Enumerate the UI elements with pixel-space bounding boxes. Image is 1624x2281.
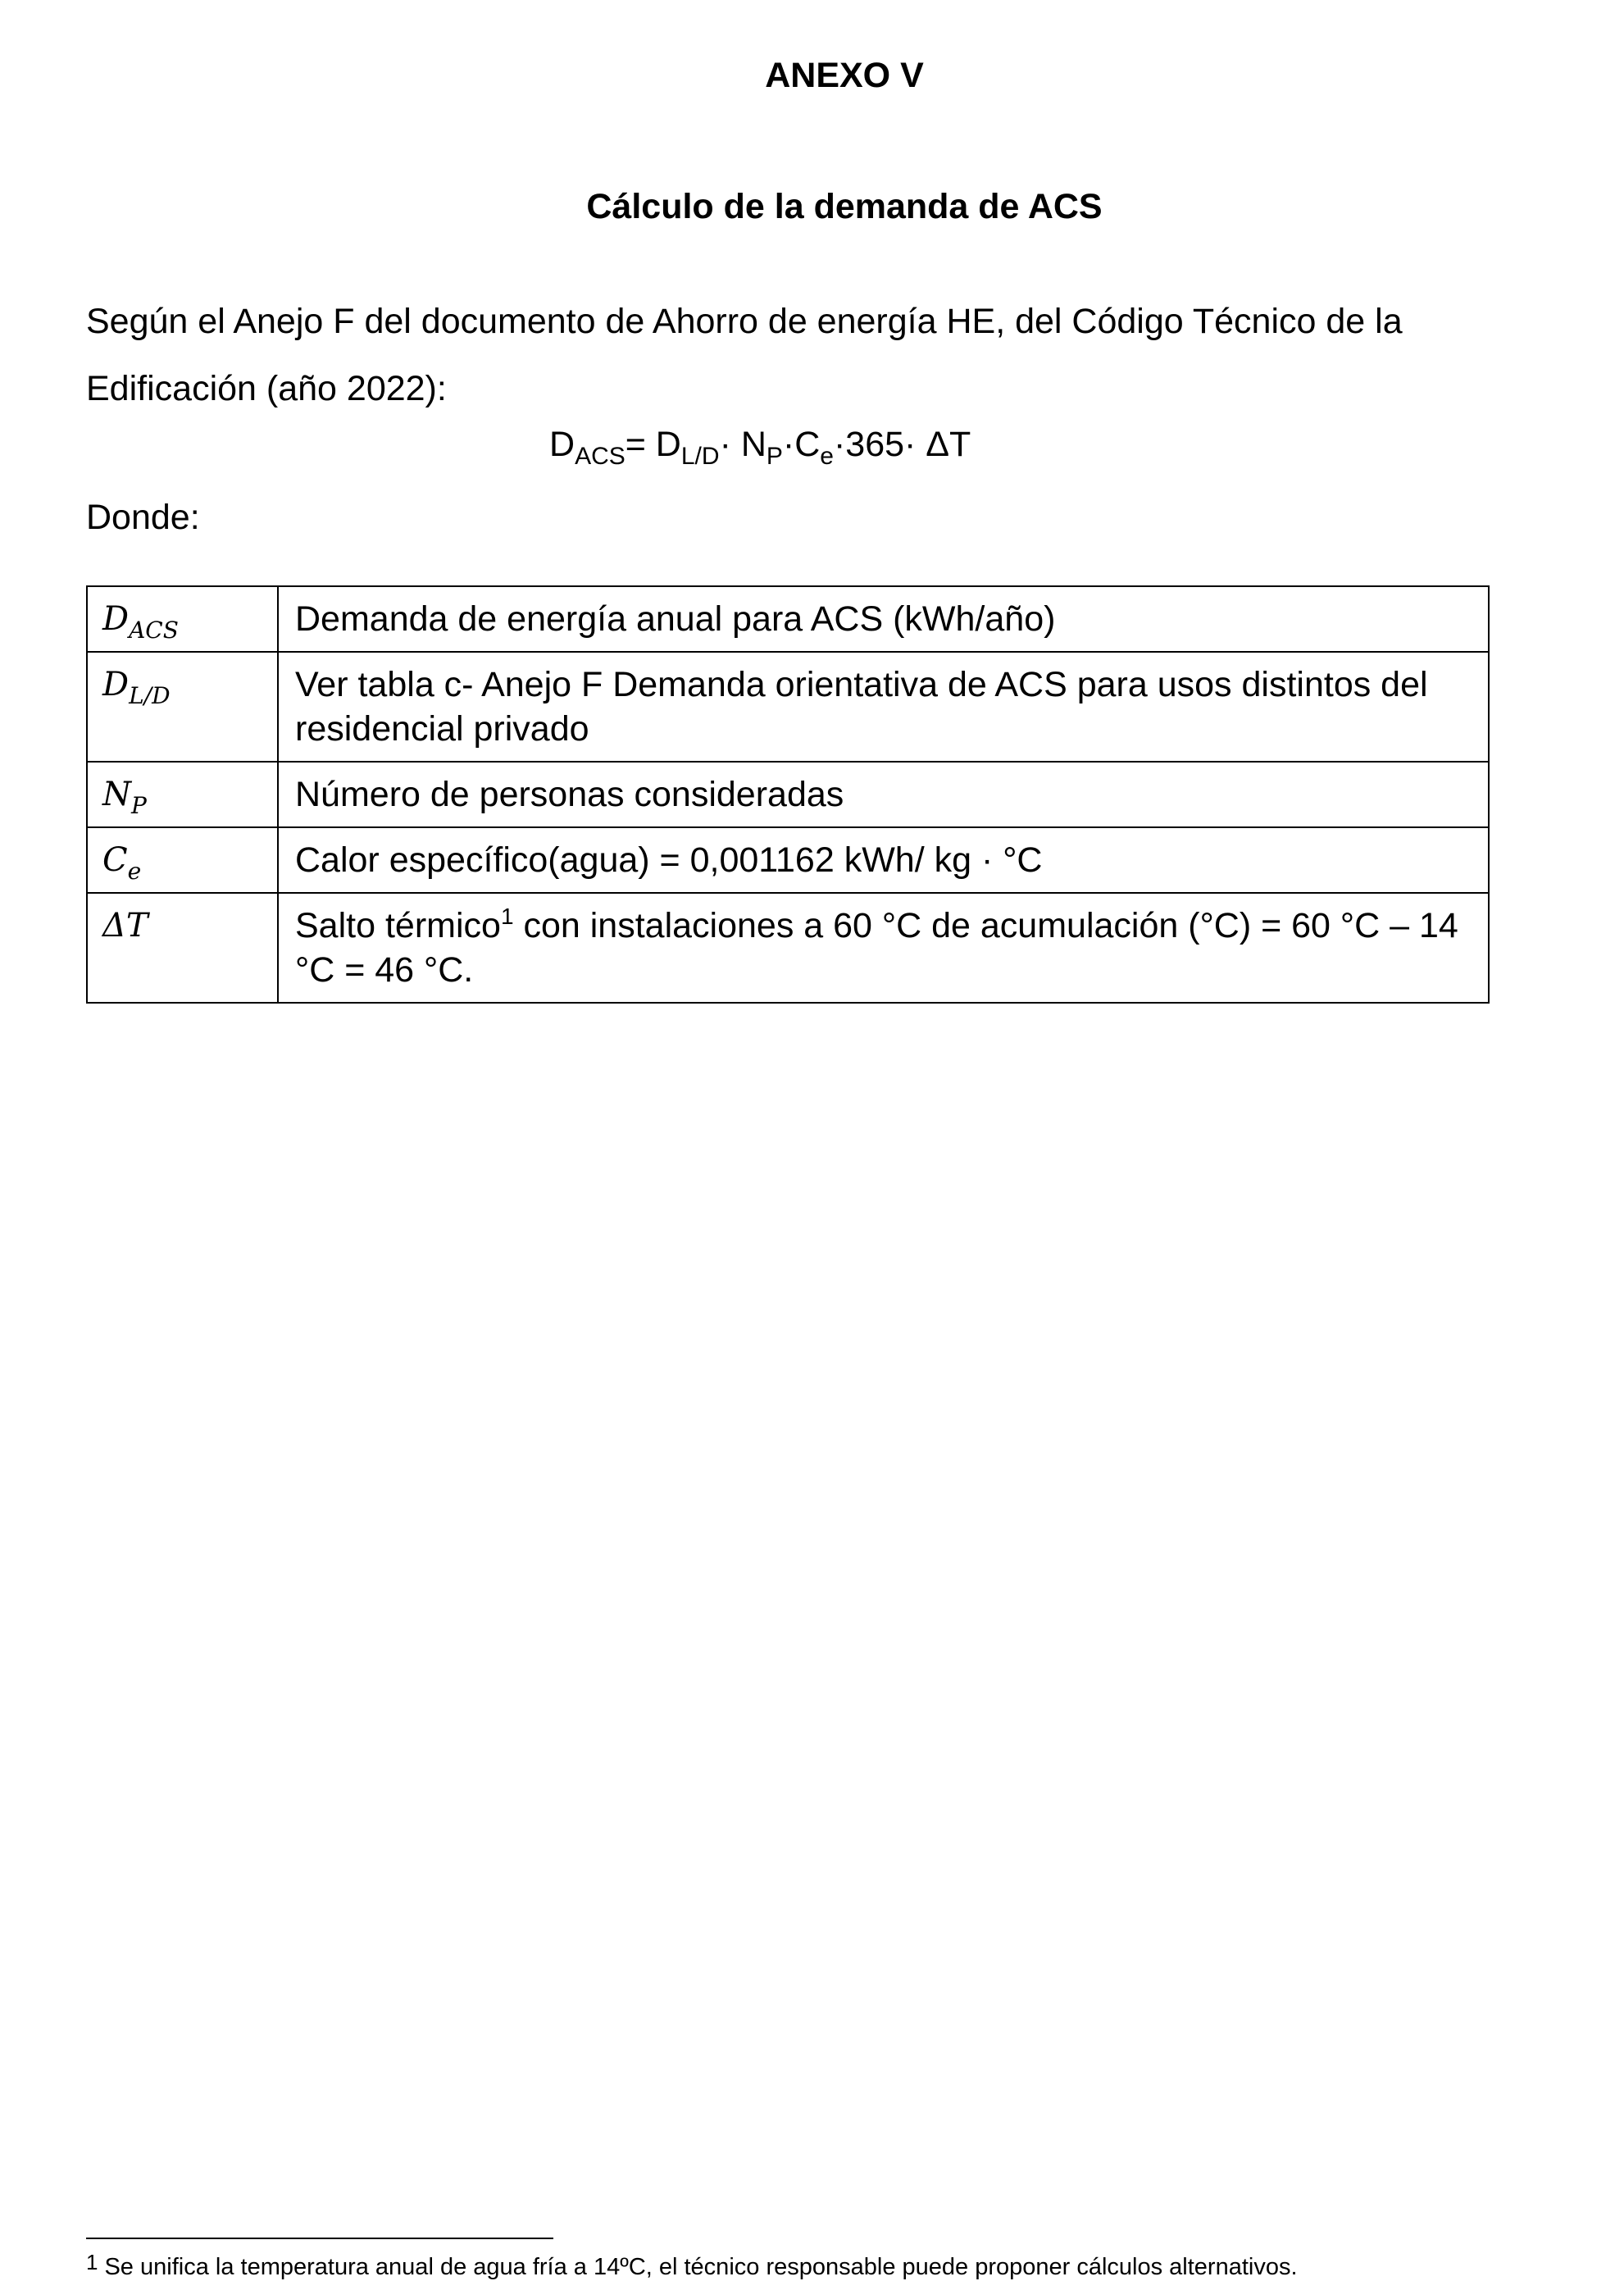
donde-label: Donde: xyxy=(86,498,200,537)
formula-p-subscript: P xyxy=(766,443,783,470)
formula-e-subscript: e xyxy=(820,443,834,470)
intro-paragraph: Según el Anejo F del documento de Ahorro de energía HE, del Código Técnico de la Edificación (año 2022): xyxy=(86,302,1403,408)
footnote-reference[interactable]: 1 xyxy=(500,904,514,929)
table-row xyxy=(87,652,1489,762)
symbol-subscript: e xyxy=(127,858,142,885)
footnote-text: Se unifica la temperatura anual de agua fría a 14ºC, el técnico responsable puede proponer cálculos alternativos. xyxy=(104,2254,1298,2280)
formula-acs-subscript: ACS xyxy=(575,443,625,470)
description-part: Salto térmico xyxy=(295,906,501,945)
symbol-base: C xyxy=(102,841,128,879)
variable-symbol xyxy=(87,893,278,1003)
variables-table xyxy=(86,585,1490,1004)
footnote-separator xyxy=(86,2238,553,2239)
symbol-base: D xyxy=(102,666,130,703)
variable-symbol xyxy=(87,762,278,827)
annex-title: ANEXO V xyxy=(765,56,924,95)
formula-equals-d: = D xyxy=(625,425,681,464)
formula-d: D xyxy=(549,425,575,464)
variable-description xyxy=(278,893,1489,1003)
symbol-subscript: P xyxy=(131,792,147,819)
variable-symbol xyxy=(87,652,278,762)
symbol-base: ΔT xyxy=(102,907,148,945)
symbol-base: N xyxy=(102,776,131,813)
variable-description: Ver tabla c- Anejo F Demanda orientativa de ACS para usos distintos del residencial privado xyxy=(278,652,1489,762)
acs-demand-formula xyxy=(549,420,971,469)
footnote-marker: 1 xyxy=(86,2250,98,2274)
symbol-subscript: ACS xyxy=(129,617,179,644)
variable-symbol xyxy=(87,586,278,652)
formula-dot-c: ·C xyxy=(782,425,821,464)
table-row xyxy=(87,827,1489,893)
section-title: Cálculo de la demanda de ACS xyxy=(586,187,1103,226)
formula-rest: ·365· ΔT xyxy=(833,425,971,464)
description-part: con instalaciones a 60 °C de acumulación (°C) = 60 °C – 14 °C = 46 °C. xyxy=(295,906,1458,990)
formula-dot-n: · N xyxy=(719,425,767,464)
footnote xyxy=(86,2250,1298,2281)
symbol-subscript: L/D xyxy=(129,682,171,709)
symbol-base: D xyxy=(102,600,130,638)
variable-description: Calor específico(agua) = 0,001162 kWh/ kg · °C xyxy=(278,827,1489,893)
variable-description: Número de personas consideradas xyxy=(278,762,1489,827)
formula-ld-subscript: L/D xyxy=(680,443,720,470)
table-row xyxy=(87,586,1489,652)
table-row xyxy=(87,762,1489,827)
variable-description: Demanda de energía anual para ACS (kWh/año) xyxy=(278,586,1489,652)
variable-symbol xyxy=(87,827,278,893)
table-row xyxy=(87,893,1489,1003)
